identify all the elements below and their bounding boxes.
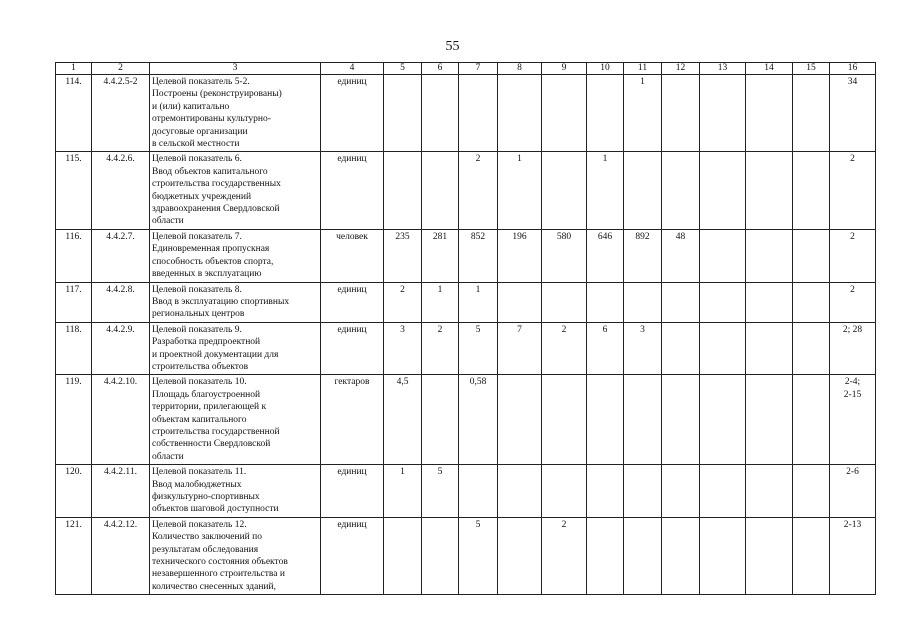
indicator-name-cell: Целевой показатель 9. Разработка предпроектной и проектной документации для строительства объектов [150, 322, 321, 375]
value-cell-6 [422, 375, 459, 465]
value-cell-7 [459, 465, 498, 518]
value-cell-11: 1 [624, 75, 662, 152]
value-cell-11 [624, 465, 662, 518]
value-cell-5: 235 [384, 229, 422, 282]
value-cell-8: 1 [498, 152, 542, 229]
row-number-cell: 120. [56, 465, 92, 518]
unit-cell: единиц [321, 465, 384, 518]
value-cell-8: 196 [498, 229, 542, 282]
row-number-cell: 121. [56, 517, 92, 594]
unit-cell: единиц [321, 152, 384, 229]
indicator-name-cell: Целевой показатель 8. Ввод в эксплуатацию спортивных региональных центров [150, 282, 321, 322]
value-cell-8 [498, 465, 542, 518]
table-row [56, 229, 876, 282]
value-cell-15 [793, 282, 830, 322]
value-cell-13 [700, 517, 746, 594]
value-cell-13 [700, 229, 746, 282]
value-cell-10 [587, 375, 624, 465]
value-cell-16: 2 [830, 229, 876, 282]
value-cell-12 [662, 152, 700, 229]
column-number-header: 4 [321, 63, 384, 75]
value-cell-15 [793, 75, 830, 152]
indicator-name-cell: Целевой показатель 7. Единовременная пропускная способность объектов спорта, введенных в эксплуатацию [150, 229, 321, 282]
column-number-header: 9 [542, 63, 587, 75]
indicator-code-cell: 4.4.2.10. [92, 375, 150, 465]
value-cell-11: 892 [624, 229, 662, 282]
value-cell-11 [624, 375, 662, 465]
value-cell-8 [498, 375, 542, 465]
value-cell-11 [624, 282, 662, 322]
value-cell-16: 34 [830, 75, 876, 152]
value-cell-14 [746, 375, 793, 465]
value-cell-7: 852 [459, 229, 498, 282]
value-cell-12 [662, 465, 700, 518]
value-cell-10 [587, 75, 624, 152]
value-cell-14 [746, 75, 793, 152]
value-cell-15 [793, 517, 830, 594]
table-row [56, 375, 876, 465]
indicator-name-cell: Целевой показатель 10. Площадь благоустроенной территории, прилегающей к объектам капитального строительства государственной собственности Свердловской области [150, 375, 321, 465]
value-cell-16: 2 [830, 152, 876, 229]
value-cell-7: 0,58 [459, 375, 498, 465]
row-number-cell: 114. [56, 75, 92, 152]
table-row [56, 75, 876, 152]
value-cell-12 [662, 75, 700, 152]
value-cell-9 [542, 375, 587, 465]
table-row [56, 465, 876, 518]
row-number-cell: 117. [56, 282, 92, 322]
value-cell-16: 2; 28 [830, 322, 876, 375]
value-cell-14 [746, 282, 793, 322]
unit-cell: гектаров [321, 375, 384, 465]
column-number-header: 3 [150, 63, 321, 75]
indicator-name-cell: Целевой показатель 5-2. Построены (реконструированы) и (или) капитально отремонтированы культурно- досуговые организации в сельской местности [150, 75, 321, 152]
value-cell-5 [384, 75, 422, 152]
value-cell-5 [384, 152, 422, 229]
value-cell-7: 5 [459, 322, 498, 375]
value-cell-7 [459, 75, 498, 152]
value-cell-12 [662, 282, 700, 322]
value-cell-15 [793, 375, 830, 465]
value-cell-10: 1 [587, 152, 624, 229]
column-number-header: 16 [830, 63, 876, 75]
value-cell-12 [662, 322, 700, 375]
unit-cell: человек [321, 229, 384, 282]
value-cell-7: 1 [459, 282, 498, 322]
value-cell-14 [746, 152, 793, 229]
column-number-header: 11 [624, 63, 662, 75]
table-row [56, 152, 876, 229]
value-cell-5: 4,5 [384, 375, 422, 465]
value-cell-13 [700, 152, 746, 229]
column-number-header: 6 [422, 63, 459, 75]
value-cell-7: 5 [459, 517, 498, 594]
value-cell-10 [587, 282, 624, 322]
value-cell-9 [542, 282, 587, 322]
value-cell-16: 2-6 [830, 465, 876, 518]
value-cell-15 [793, 229, 830, 282]
value-cell-16: 2-13 [830, 517, 876, 594]
value-cell-9 [542, 465, 587, 518]
value-cell-9: 580 [542, 229, 587, 282]
value-cell-6 [422, 517, 459, 594]
value-cell-6: 5 [422, 465, 459, 518]
value-cell-12 [662, 517, 700, 594]
value-cell-13 [700, 322, 746, 375]
value-cell-15 [793, 152, 830, 229]
value-cell-5: 1 [384, 465, 422, 518]
value-cell-7: 2 [459, 152, 498, 229]
value-cell-5 [384, 517, 422, 594]
value-cell-5: 3 [384, 322, 422, 375]
value-cell-14 [746, 229, 793, 282]
value-cell-6: 2 [422, 322, 459, 375]
column-number-header: 14 [746, 63, 793, 75]
indicator-code-cell: 4.4.2.7. [92, 229, 150, 282]
column-number-header: 5 [384, 63, 422, 75]
value-cell-14 [746, 322, 793, 375]
table-row [56, 517, 876, 594]
indicator-code-cell: 4.4.2.9. [92, 322, 150, 375]
column-number-header: 15 [793, 63, 830, 75]
indicator-code-cell: 4.4.2.11. [92, 465, 150, 518]
value-cell-10: 646 [587, 229, 624, 282]
value-cell-6 [422, 152, 459, 229]
value-cell-6: 1 [422, 282, 459, 322]
page-number: 55 [445, 39, 460, 54]
value-cell-8 [498, 75, 542, 152]
row-number-cell: 116. [56, 229, 92, 282]
value-cell-13 [700, 282, 746, 322]
value-cell-12: 48 [662, 229, 700, 282]
value-cell-5: 2 [384, 282, 422, 322]
value-cell-13 [700, 375, 746, 465]
column-number-header: 8 [498, 63, 542, 75]
value-cell-15 [793, 465, 830, 518]
unit-cell: единиц [321, 75, 384, 152]
value-cell-10 [587, 517, 624, 594]
column-number-header: 12 [662, 63, 700, 75]
value-cell-14 [746, 465, 793, 518]
table-row [56, 282, 876, 322]
column-number-row [56, 63, 876, 75]
row-number-cell: 115. [56, 152, 92, 229]
unit-cell: единиц [321, 282, 384, 322]
value-cell-15 [793, 322, 830, 375]
value-cell-10: 6 [587, 322, 624, 375]
unit-cell: единиц [321, 517, 384, 594]
indicator-name-cell: Целевой показатель 12. Количество заключений по результатам обследования технического состояния объектов незавершенного строительства и количество снесенных зданий, [150, 517, 321, 594]
indicator-name-cell: Целевой показатель 11. Ввод малобюджетных физкультурно-спортивных объектов шаговой доступности [150, 465, 321, 518]
value-cell-8 [498, 282, 542, 322]
value-cell-11 [624, 152, 662, 229]
indicators-table [55, 62, 876, 595]
value-cell-9 [542, 75, 587, 152]
value-cell-12 [662, 375, 700, 465]
indicator-code-cell: 4.4.2.12. [92, 517, 150, 594]
column-number-header: 13 [700, 63, 746, 75]
row-number-cell: 119. [56, 375, 92, 465]
value-cell-8 [498, 517, 542, 594]
value-cell-11 [624, 517, 662, 594]
value-cell-6: 281 [422, 229, 459, 282]
column-number-header: 7 [459, 63, 498, 75]
value-cell-14 [746, 517, 793, 594]
row-number-cell: 118. [56, 322, 92, 375]
value-cell-9: 2 [542, 322, 587, 375]
column-number-header: 1 [56, 63, 92, 75]
unit-cell: единиц [321, 322, 384, 375]
value-cell-13 [700, 465, 746, 518]
value-cell-8: 7 [498, 322, 542, 375]
value-cell-10 [587, 465, 624, 518]
indicator-code-cell: 4.4.2.6. [92, 152, 150, 229]
value-cell-13 [700, 75, 746, 152]
value-cell-9 [542, 152, 587, 229]
indicator-name-cell: Целевой показатель 6. Ввод объектов капитального строительства государственных бюджетных учреждений здравоохранения Свердловской области [150, 152, 321, 229]
value-cell-16: 2-4; 2-15 [830, 375, 876, 465]
indicator-code-cell: 4.4.2.5-2 [92, 75, 150, 152]
column-number-header: 2 [92, 63, 150, 75]
value-cell-16: 2 [830, 282, 876, 322]
value-cell-9: 2 [542, 517, 587, 594]
table-row [56, 322, 876, 375]
value-cell-11: 3 [624, 322, 662, 375]
indicator-code-cell: 4.4.2.8. [92, 282, 150, 322]
column-number-header: 10 [587, 63, 624, 75]
value-cell-6 [422, 75, 459, 152]
